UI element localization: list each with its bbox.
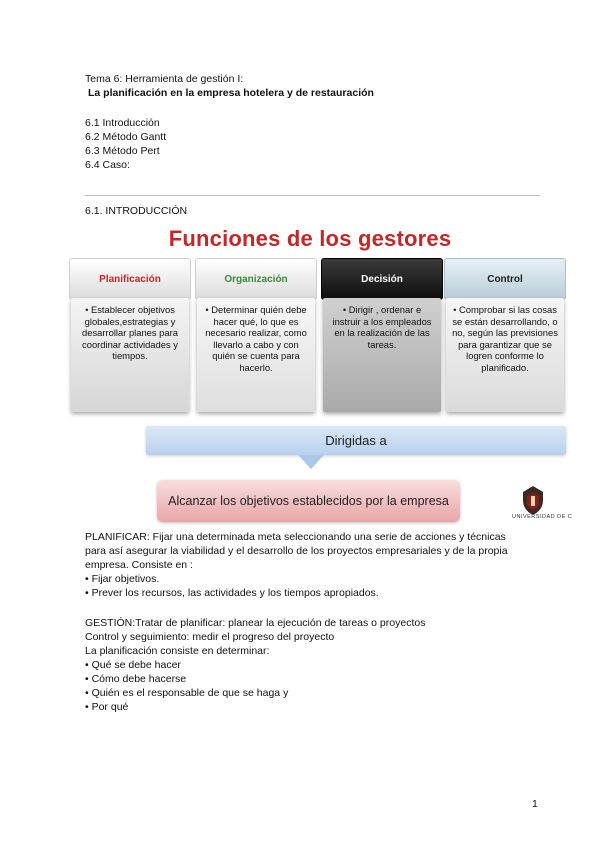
document-subtitle: La planificación en la empresa hotelera y de restauración bbox=[88, 87, 374, 99]
column-body: • Establecer objetivos globales,estrategias y desarrollar planes para coordinar actividades y tiempos. bbox=[71, 298, 189, 412]
paragraph-line: Control y seguimiento: medir el progreso del proyecto bbox=[85, 631, 335, 643]
list-item: • Cómo debe hacerse bbox=[85, 673, 187, 685]
directed-to-band bbox=[146, 426, 566, 455]
function-column-organizacion bbox=[195, 258, 317, 373]
page-number: 1 bbox=[532, 798, 538, 810]
paragraph-line: La planificación consiste en determinar: bbox=[85, 645, 270, 657]
column-header bbox=[321, 258, 443, 300]
column-header bbox=[195, 258, 317, 300]
function-column-planificacion bbox=[69, 258, 191, 361]
column-header-label: Planificación bbox=[99, 273, 161, 285]
list-item: • Por qué bbox=[85, 701, 129, 713]
column-body: • Dirigir , ordenar e instruir a los empleados en la realización de las tareas. bbox=[323, 298, 441, 412]
function-column-decision bbox=[321, 258, 443, 350]
list-item: • Prever los recursos, las actividades y los tiempos apropiados. bbox=[85, 587, 379, 599]
function-column-control bbox=[444, 258, 566, 373]
goal-box bbox=[157, 480, 460, 522]
paragraph-line: PLANIFICAR: Fijar una determinada meta seleccionando una serie de acciones y técnicas bbox=[85, 531, 506, 543]
paragraph-line: para así asegurar la viabilidad y el desarrollo de los proyectos empresariales y de la propia bbox=[85, 545, 508, 557]
paragraph-line: GESTIÓN:Tratar de planificar: planear la ejecución de tareas o proyectos bbox=[85, 617, 426, 629]
column-header-label: Control bbox=[487, 273, 523, 285]
column-body: • Comprobar si las cosas se están desarrollando, o no, según las previsiones para garantizar que se logren conforme lo planificado. bbox=[446, 298, 564, 412]
column-header bbox=[444, 258, 566, 300]
list-item: • Quién es el responsable de que se haga y bbox=[85, 687, 289, 699]
section-title: 6.1. INTRODUCCIÓN bbox=[85, 205, 188, 217]
column-body: • Determinar quién debe hacer qué, lo que es necesario realizar, como llevarlo a cabo y con quién se cuenta para hacerlo. bbox=[197, 298, 315, 412]
section-divider bbox=[85, 195, 540, 196]
university-logo-text: UNIVERSIDAD DE C bbox=[512, 514, 573, 520]
university-logo-icon bbox=[518, 484, 548, 518]
list-item: • Qué se debe hacer bbox=[85, 659, 181, 671]
column-header-label: Organización bbox=[224, 273, 288, 285]
column-header bbox=[69, 258, 191, 300]
paragraph-line: empresa. Consiste en : bbox=[85, 559, 193, 571]
toc-item: 6.4 Caso: bbox=[85, 159, 130, 171]
list-item: • Fijar objetivos. bbox=[85, 573, 160, 585]
goal-text: Alcanzar los objetivos establecidos por la empresa bbox=[168, 494, 449, 508]
toc-item: 6.1 Introducción bbox=[85, 117, 160, 129]
down-arrow-icon bbox=[298, 455, 324, 469]
column-header-label: Decisión bbox=[361, 273, 403, 285]
toc-item: 6.2 Método Gantt bbox=[85, 131, 167, 143]
diagram-title: Funciones de los gestores bbox=[168, 226, 452, 251]
toc-item: 6.3 Método Pert bbox=[85, 145, 160, 157]
directed-to-label: Dirigidas a bbox=[325, 433, 387, 448]
topic-heading: Tema 6: Herramienta de gestión I: bbox=[85, 73, 244, 85]
